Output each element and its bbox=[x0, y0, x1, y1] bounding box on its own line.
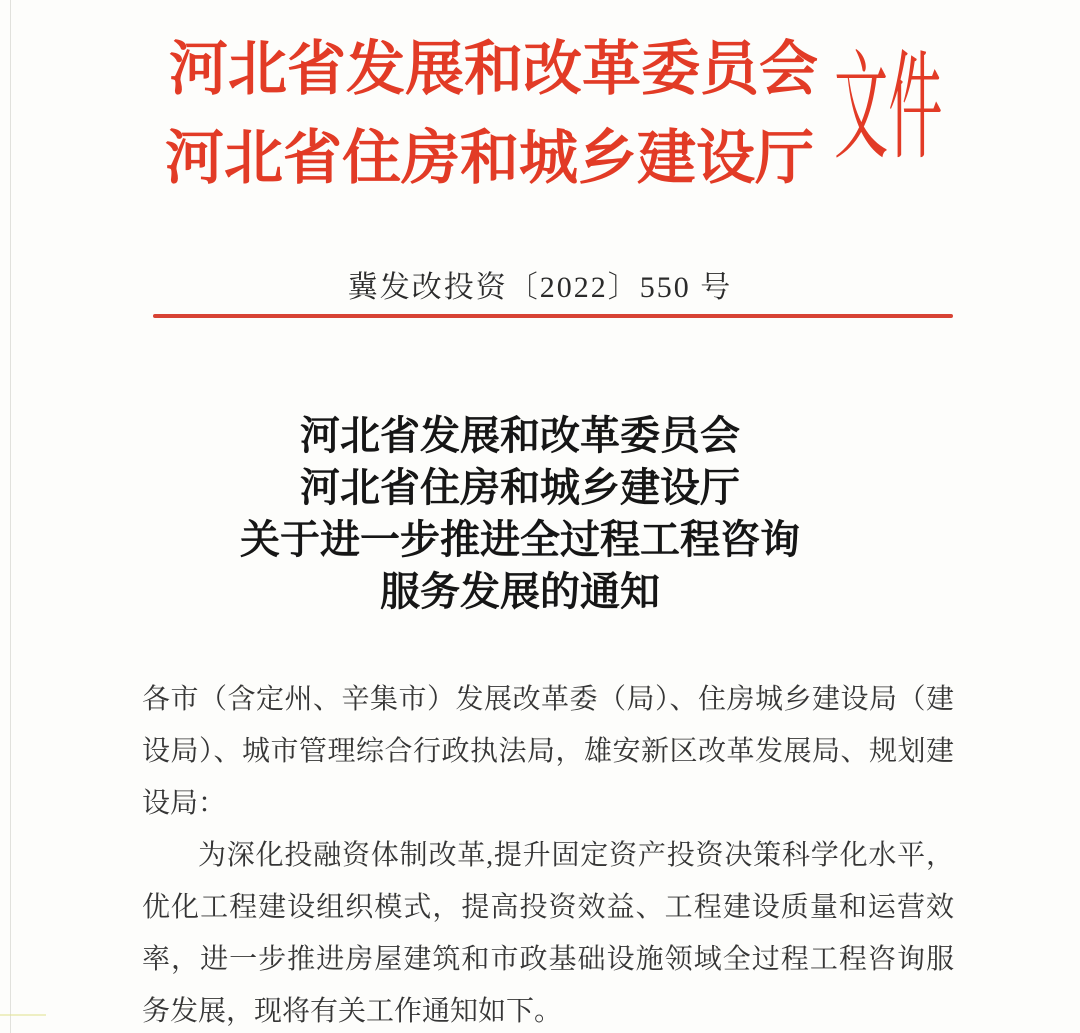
intro-line-4: 务发展，现将有关工作通知如下。 bbox=[142, 996, 563, 1027]
document-reference-number: 冀发改投资〔2022〕550 号 bbox=[347, 271, 733, 304]
intro-line-1: 为深化投融资体制改革,提升固定资产投资决策科学化水平， bbox=[198, 840, 954, 871]
red-separator-rule bbox=[153, 314, 953, 318]
recipients-line-2: 设局）、城市管理综合行政执法局，雄安新区改革发展局、规划建 bbox=[142, 736, 954, 767]
title-line-1: 河北省发展和改革委员会 bbox=[300, 413, 740, 458]
recipients-line-3: 设局： bbox=[142, 788, 227, 819]
title-line-3: 关于进一步推进全过程工程咨询 bbox=[240, 517, 800, 562]
recipients-line-1: 各市（含定州、辛集市）发展改革委（局）、住房城乡建设局（建 bbox=[142, 684, 954, 715]
scan-bottom-artifact bbox=[0, 1014, 46, 1016]
title-line-2: 河北省住房和城乡建设厅 bbox=[300, 465, 740, 510]
letterhead-agency-line1: 河北省发展和改革委员会 bbox=[169, 36, 819, 102]
intro-line-3: 率，进一步推进房屋建筑和市政基础设施领域全过程工程咨询服 bbox=[142, 944, 954, 975]
document-title bbox=[0, 410, 1040, 618]
intro-line-2: 优化工程建设组织模式，提高投资效益、工程建设质量和运营效 bbox=[142, 892, 954, 923]
letterhead-doc-type-label: 文件 bbox=[834, 43, 943, 174]
letterhead-agency-line2: 河北省住房和城乡建设厅 bbox=[165, 125, 815, 191]
document-body bbox=[142, 674, 954, 1033]
title-line-4: 服务发展的通知 bbox=[380, 569, 660, 614]
